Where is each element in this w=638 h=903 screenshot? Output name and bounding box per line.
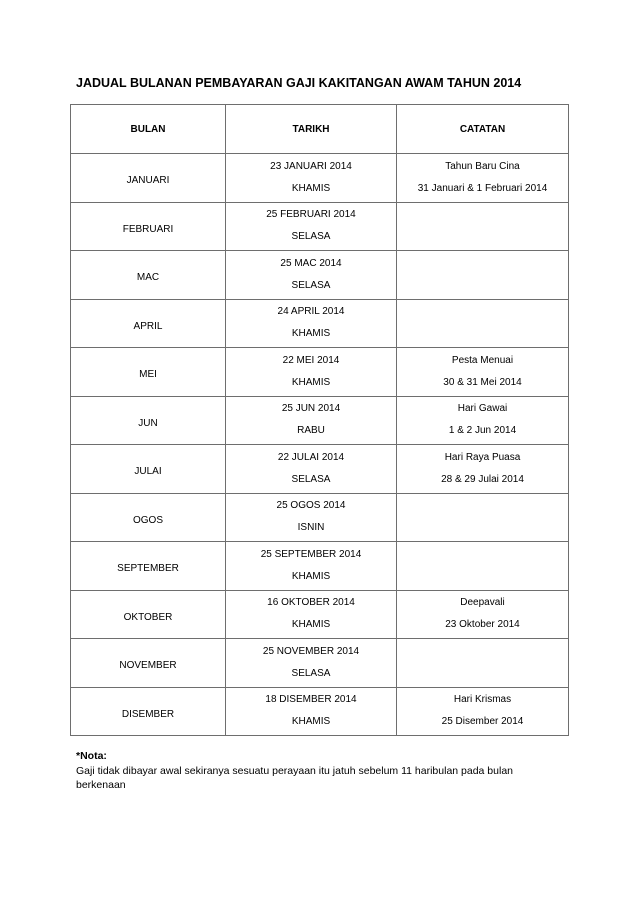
cell-bulan [71,299,226,348]
table-row [71,639,569,688]
cell-catatan [397,202,569,251]
cell-tarikh [226,493,397,542]
cell-bulan [71,251,226,300]
month-name: MAC [136,272,160,284]
header-tarikh: TARIKH [226,105,397,154]
cell-bulan [71,639,226,688]
payment-day: KHAMIS [291,328,331,340]
cell-tarikh [226,299,397,348]
cell-bulan [71,445,226,494]
payment-day: SELASA [291,473,331,485]
cell-tarikh [226,396,397,445]
month-name: SEPTEMBER [117,563,179,575]
cell-catatan [397,445,569,494]
cell-tarikh [226,348,397,397]
cell-bulan [71,348,226,397]
cell-bulan [71,154,226,203]
table-body [71,154,569,736]
payment-day: RABU [297,425,325,437]
cell-bulan [71,687,226,736]
month-name: FEBRUARI [122,223,174,235]
payment-day: ISNIN [297,522,325,534]
cell-catatan [397,542,569,591]
cell-tarikh [226,639,397,688]
note-text: Gaji tidak dibayar awal sekiranya sesuatu perayaan itu jatuh sebelum 11 haribulan pada bulan berkenaan [76,764,514,791]
cell-tarikh [226,542,397,591]
table-row [71,493,569,542]
salary-schedule-table [70,104,569,736]
holiday-name: Hari Gawai [457,403,508,415]
table-row [71,299,569,348]
payment-date: 22 MEI 2014 [282,354,340,366]
payment-date: 25 JUN 2014 [281,403,341,415]
cell-catatan [397,493,569,542]
cell-bulan [71,493,226,542]
payment-date: 25 FEBRUARI 2014 [266,209,356,221]
payment-date: 16 OKTOBER 2014 [267,597,355,609]
holiday-name: Deepavali [460,597,505,609]
cell-tarikh [226,251,397,300]
payment-date: 25 OGOS 2014 [276,500,346,512]
note-title: *Nota: [76,750,107,762]
cell-catatan [397,299,569,348]
month-name: APRIL [133,320,163,332]
note-section [76,749,556,793]
table-row [71,396,569,445]
table-row [71,154,569,203]
header-bulan: BULAN [71,105,226,154]
payment-day: KHAMIS [291,570,331,582]
month-name: JUN [138,417,158,429]
table-row [71,590,569,639]
month-name: OKTOBER [123,611,173,623]
cell-catatan [397,154,569,203]
cell-catatan [397,590,569,639]
table-row [71,687,569,736]
cell-tarikh [226,687,397,736]
table-row [71,202,569,251]
header-catatan: CATATAN [397,105,569,154]
holiday-dates: 23 Oktober 2014 [445,619,520,631]
holiday-name: Pesta Menuai [451,354,514,366]
cell-bulan [71,202,226,251]
table-header-row [71,105,569,154]
month-name: DISEMBER [121,708,175,720]
holiday-name: Tahun Baru Cina [445,160,520,172]
month-name: NOVEMBER [119,660,177,672]
payment-date: 25 NOVEMBER 2014 [262,645,360,657]
month-name: JANUARI [126,175,170,187]
payment-date: 25 MAC 2014 [280,257,342,269]
holiday-dates: 25 Disember 2014 [441,716,524,728]
payment-day: SELASA [291,279,331,291]
holiday-name: Hari Krismas [453,694,512,706]
table-row [71,445,569,494]
cell-catatan [397,396,569,445]
payment-date: 23 JANUARI 2014 [270,160,352,172]
table-row [71,542,569,591]
cell-catatan [397,348,569,397]
page-title: JADUAL BULANAN PEMBAYARAN GAJI KAKITANGAN AWAM TAHUN 2014 [76,76,522,90]
payment-day: KHAMIS [291,182,331,194]
table-row [71,348,569,397]
month-name: OGOS [132,514,163,526]
cell-tarikh [226,154,397,203]
cell-bulan [71,396,226,445]
table-row [71,251,569,300]
month-name: JULAI [134,466,162,478]
holiday-dates: 30 & 31 Mei 2014 [443,376,522,388]
holiday-dates: 31 Januari & 1 Februari 2014 [417,182,548,194]
month-name: MEI [139,369,157,381]
holiday-name: Hari Raya Puasa [444,451,521,463]
payment-day: KHAMIS [291,619,331,631]
cell-catatan [397,687,569,736]
payment-date: 24 APRIL 2014 [277,306,345,318]
payment-date: 25 SEPTEMBER 2014 [260,548,362,560]
cell-bulan [71,542,226,591]
cell-bulan [71,590,226,639]
cell-catatan [397,251,569,300]
payment-day: SELASA [291,667,331,679]
payment-day: KHAMIS [291,716,331,728]
payment-day: SELASA [291,231,331,243]
holiday-dates: 28 & 29 Julai 2014 [441,473,524,485]
payment-date: 22 JULAI 2014 [277,451,345,463]
payment-date: 18 DISEMBER 2014 [265,694,357,706]
holiday-dates: 1 & 2 Jun 2014 [448,425,517,437]
cell-tarikh [226,202,397,251]
cell-tarikh [226,590,397,639]
cell-tarikh [226,445,397,494]
cell-catatan [397,639,569,688]
payment-day: KHAMIS [291,376,331,388]
